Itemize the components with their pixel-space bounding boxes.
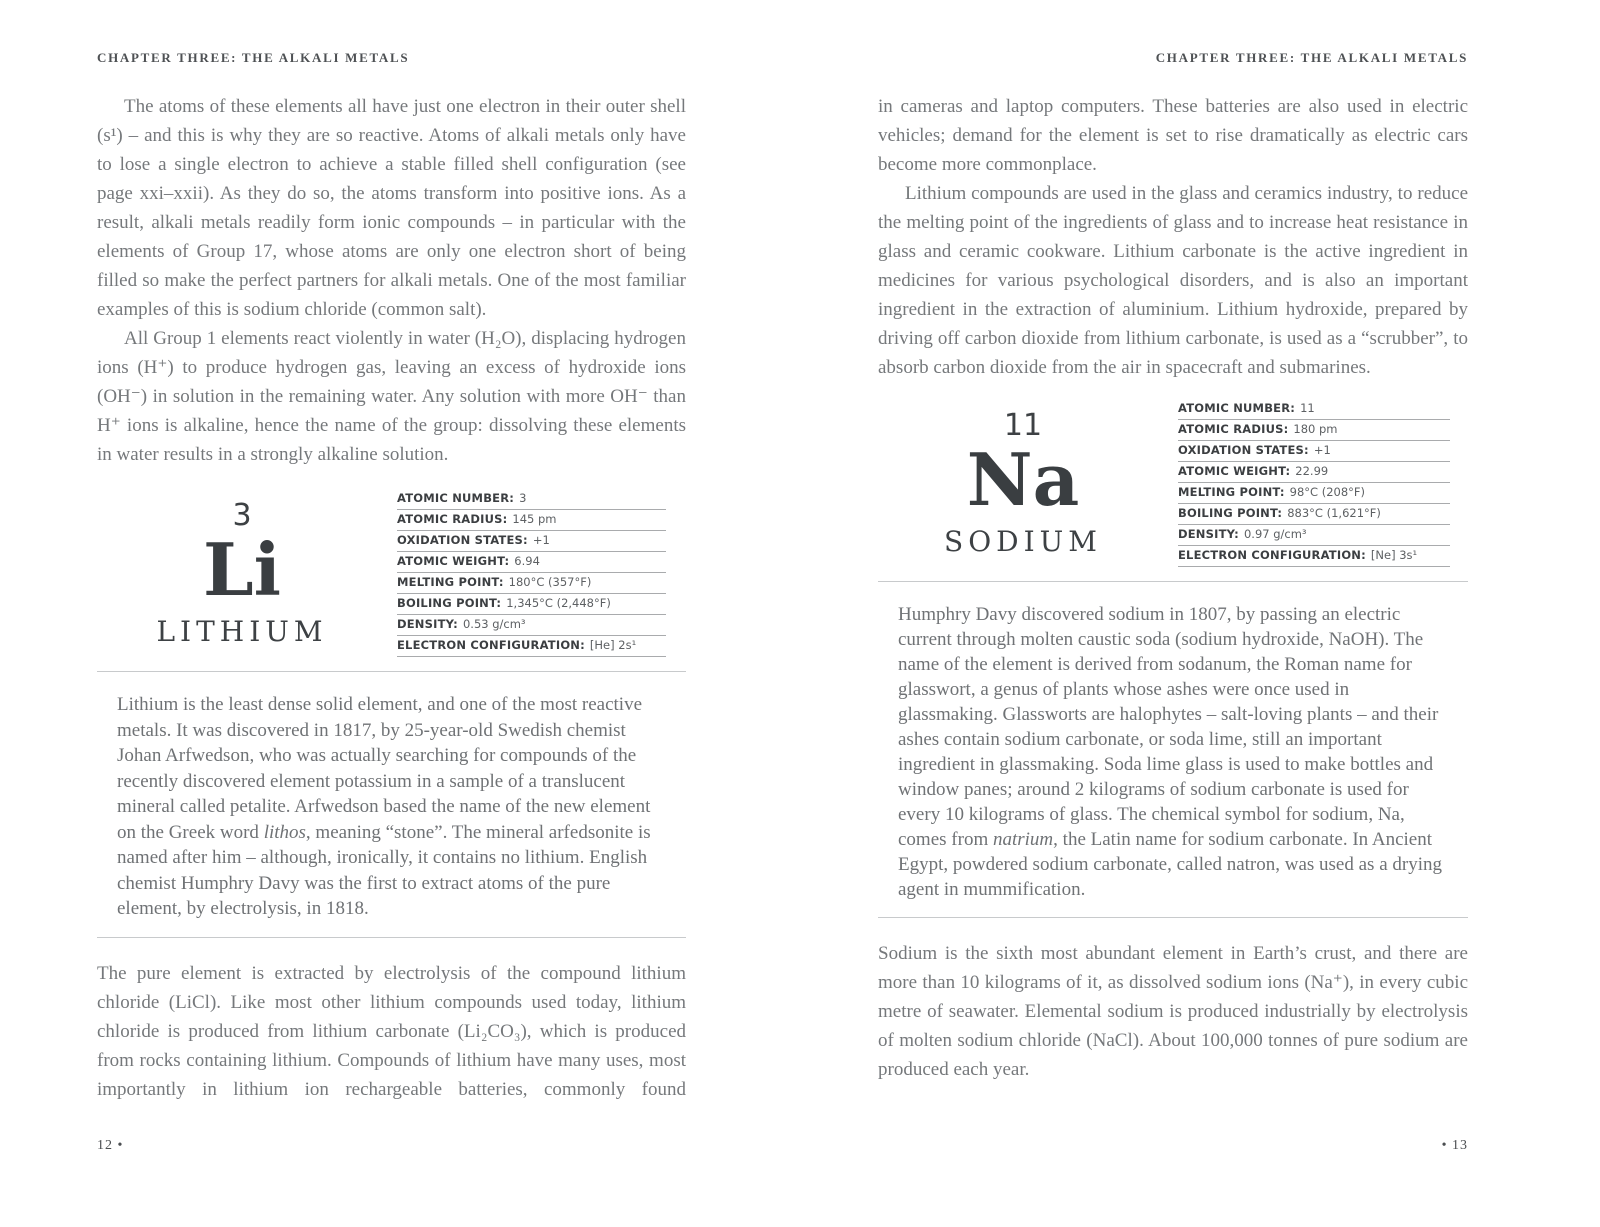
property-label: ATOMIC RADIUS:: [1178, 422, 1289, 436]
property-value: [He] 2s¹: [589, 638, 637, 652]
closing-paragraph: Sodium is the sixth most abundant element in Earth’s crust, and there are more than 10 kilograms of it, as dissolved sodium ions (Na⁺), in every cubic metre of seawater. Elemental sodium is produced industrially by electrolysis of molten sodium chloride (NaCl). About 100,000 tonnes of pure sodium are produced each year.: [878, 943, 1468, 1080]
property-row: [397, 615, 666, 636]
property-value: 1,345°C (2,448°F): [506, 596, 611, 610]
property-value: 3: [519, 491, 527, 505]
property-row: [1178, 441, 1450, 462]
property-value: 6.94: [514, 554, 540, 568]
property-label: ATOMIC NUMBER:: [397, 491, 515, 505]
atomic-number: 11: [1003, 408, 1043, 443]
chapter-header: CHAPTER THREE: THE ALKALI METALS: [1155, 50, 1468, 65]
property-label: ELECTRON CONFIGURATION:: [397, 638, 585, 652]
element-symbol: Na: [966, 437, 1080, 522]
property-label: MELTING POINT:: [1178, 485, 1285, 499]
property-label: MELTING POINT:: [397, 575, 504, 589]
intro-section: [97, 92, 686, 469]
property-label: ATOMIC RADIUS:: [397, 512, 508, 526]
property-row: [397, 573, 666, 594]
property-row: [397, 489, 666, 510]
property-label: ATOMIC NUMBER:: [1178, 401, 1296, 415]
intro-paragraph: All Group 1 elements react violently in water (H₂O), displacing hydrogen ions (H⁺) to produce hydrogen gas, leaving an excess of hydroxide ions (OH⁻) in solution in the remaining water. Any solution with more OH⁻ than H⁺ ions is alkaline, hence the name of the group: dissolving these elements in water results in a strongly alkaline solution.: [97, 328, 686, 465]
element-properties: [397, 489, 666, 657]
page-number: 12 •: [97, 1138, 124, 1153]
element-name: SODIUM: [944, 525, 1102, 558]
property-row: [397, 552, 666, 573]
property-label: ATOMIC WEIGHT:: [1178, 464, 1291, 478]
property-label: OXIDATION STATES:: [1178, 443, 1309, 457]
element-bio: Humphry Davy discovered sodium in 1807, by passing an electric current through molten caustic soda (sodium hydroxide, NaOH). The name of the element is derived from sodanum, the Roman name for glasswort, a genus of plants whose ashes were once used in glassmaking. Glassworts are halophytes – salt-loving plants – and their ashes contain sodium carbonate, or soda lime, still an important ingredient in glassmaking. Soda lime glass is used to make bottles and window panes; around 2 kilograms of sodium carbonate is used for every 10 kilograms of glass. The chemical symbol for sodium, Na, comes from natrium, the Latin name for sodium carbonate. In Ancient Egypt, powdered sodium carbonate, called natron, was used as a drying agent in mummification.: [898, 604, 1442, 900]
property-label: BOILING POINT:: [397, 596, 502, 610]
section-divider: [878, 581, 1468, 582]
property-value: 180°C (357°F): [508, 575, 592, 589]
property-value: 0.97 g/cm³: [1243, 527, 1307, 541]
chapter-header: CHAPTER THREE: THE ALKALI METALS: [97, 50, 410, 65]
intro-paragraph: Lithium compounds are used in the glass and ceramics industry, to reduce the melting point of the ingredients of glass and to increase heat resistance in glass and ceramic cookware. Lithium carbonate is the active ingredient in medicines for various psychological disorders, and is also an important ingredient in the extraction of aluminium. Lithium hydroxide, prepared by driving off carbon dioxide from lithium carbonate, is used as a “scrubber”, to absorb carbon dioxide from the air in spacecraft and submarines.: [878, 183, 1468, 378]
property-label: BOILING POINT:: [1178, 506, 1283, 520]
element-symbol: Li: [203, 527, 281, 612]
property-label: OXIDATION STATES:: [397, 533, 528, 547]
element-card-sodium: [878, 397, 1468, 567]
page-left: [97, 0, 686, 1227]
property-row: [397, 510, 666, 531]
page-right: [878, 0, 1468, 1227]
property-value: 11: [1300, 401, 1315, 415]
property-row: [1178, 483, 1450, 504]
property-value: 22.99: [1295, 464, 1329, 478]
property-row: [1178, 399, 1450, 420]
element-identity: [878, 397, 1168, 556]
property-row: [1178, 420, 1450, 441]
element-identity: [97, 487, 387, 646]
section-divider: [97, 937, 686, 938]
property-row: [1178, 525, 1450, 546]
intro-section: [878, 92, 1468, 382]
property-value: 0.53 g/cm³: [462, 617, 526, 631]
section-divider: [97, 671, 686, 672]
property-row: [397, 594, 666, 615]
property-label: ELECTRON CONFIGURATION:: [1178, 548, 1366, 562]
property-row: [397, 636, 666, 657]
property-value: 883°C (1,621°F): [1287, 506, 1381, 520]
element-name: LITHIUM: [156, 615, 328, 648]
property-label: ATOMIC WEIGHT:: [397, 554, 510, 568]
property-value: +1: [1313, 443, 1331, 457]
property-label: DENSITY:: [1178, 527, 1239, 541]
property-row: [1178, 546, 1450, 567]
element-properties: [1178, 399, 1450, 567]
property-label: DENSITY:: [397, 617, 458, 631]
section-divider: [878, 917, 1468, 918]
property-value: 180 pm: [1293, 422, 1338, 436]
property-row: [1178, 462, 1450, 483]
element-bio: Lithium is the least dense solid element, and one of the most reactive metals. It was discovered in 1817, by 25-year-old Swedish chemist Johan Arfwedson, who was actually searching for compounds of the recently discovered element potassium in a sample of a translucent mineral called petalite. Arfwedson based the name of the new element on the Greek word lithos, meaning “stone”. The mineral arfedsonite is named after him – although, ironically, it contains no lithium. English chemist Humphry Davy was the first to extract atoms of the pure element, by electrolysis, in 1818.: [117, 694, 651, 919]
property-value: +1: [532, 533, 550, 547]
property-value: 145 pm: [512, 512, 557, 526]
property-value: [Ne] 3s¹: [1370, 548, 1418, 562]
element-card-lithium: [97, 487, 686, 657]
property-row: [397, 531, 666, 552]
page-number: • 13: [1441, 1138, 1468, 1153]
intro-paragraph: in cameras and laptop computers. These batteries are also used in electric vehicles; demand for the element is set to rise dramatically as electric cars become more commonplace.: [878, 96, 1468, 175]
property-value: 98°C (208°F): [1289, 485, 1365, 499]
closing-paragraph: The pure element is extracted by electrolysis of the compound lithium chloride (LiCl). Like most other lithium compounds used today, lithium chloride is produced from lithium carbonate (Li₂CO₃), which is produced from rocks containing lithium. Compounds of lithium have many uses, most importantly in lithium ion rechargeable batteries, commonly found: [97, 962, 686, 1100]
property-row: [1178, 504, 1450, 525]
atomic-number: 3: [232, 498, 252, 533]
intro-paragraph: The atoms of these elements all have just one electron in their outer shell (s¹) – and this is why they are so reactive. Atoms of alkali metals only have to lose a single electron to achieve a stable filled shell configuration (see page xxi–xxii). As they do so, the atoms transform into positive ions. As a result, alkali metals readily form ionic compounds – in particular with the elements of Group 17, whose atoms are only one electron short of being filled so make the perfect partners for alkali metals. One of the most familiar examples of this is sodium chloride (common salt).: [97, 96, 686, 320]
